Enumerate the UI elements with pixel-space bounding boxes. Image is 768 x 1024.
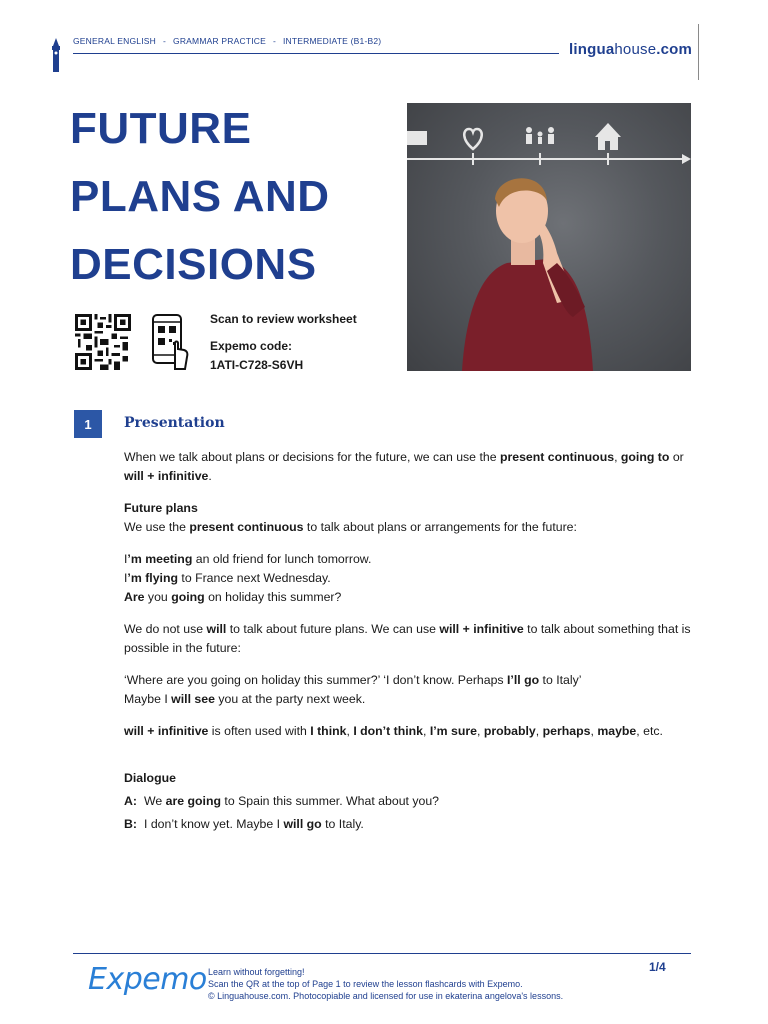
- brand-bold: lingua: [569, 41, 615, 58]
- dialogue-line: B: I don’t know yet. Maybe I will go to Italy.: [124, 817, 364, 831]
- scan-label: Scan to review worksheet: [210, 312, 357, 326]
- example-sentence: I’m meeting an old friend for lunch tomorrow.: [124, 552, 372, 566]
- footer-rule: [73, 953, 691, 954]
- footer-tagline: Learn without forgetting!: [208, 967, 305, 977]
- briefcase-icon: [407, 131, 427, 145]
- title-line: PLANS AND: [70, 172, 330, 221]
- usage-paragraph: will + infinitive is often used with I think, I don’t think, I’m sure, probably, perhaps, maybe, etc.: [124, 724, 663, 738]
- page-title: [70, 95, 390, 299]
- breadcrumb-separator: -: [272, 36, 276, 46]
- example-sentence: I’m flying to France next Wednesday.: [124, 571, 331, 585]
- family-icon: [526, 127, 554, 144]
- expemo-code-value: 1ATI-C728-S6VH: [210, 358, 304, 372]
- brand-suffix: .com: [656, 41, 693, 58]
- future-plans-paragraph: We use the present continuous to talk about plans or arrangements for the future:: [124, 520, 577, 534]
- footer-text: [208, 966, 563, 1002]
- expemo-code-label: Expemo code:: [210, 339, 293, 353]
- breadcrumb-separator: -: [163, 36, 167, 46]
- title-line: DECISIONS: [70, 240, 317, 289]
- will-example: ‘Where are you going on holiday this summer?’ ‘I don’t know. Perhaps I’ll go to Italy’: [124, 673, 582, 687]
- title-line: FUTURE: [70, 104, 252, 153]
- section-number-badge: 1: [74, 410, 102, 438]
- page-number: 1/4: [649, 960, 666, 974]
- example-sentence: Are you going on holiday this summer?: [124, 590, 342, 604]
- photo-illustration: [407, 103, 691, 371]
- section-title: Presentation: [124, 415, 225, 431]
- thinking-man-photo: [407, 103, 691, 371]
- will-example: Maybe I will see you at the party next week.: [124, 692, 366, 706]
- breadcrumb: [73, 36, 381, 46]
- big-ben-icon: [50, 38, 62, 72]
- presentation-body: [124, 448, 704, 834]
- breadcrumb-grammar-practice: GRAMMAR PRACTICE: [173, 36, 266, 46]
- dialogue-heading: Dialogue: [124, 771, 176, 785]
- dialogue-line: A: We are going to Spain this summer. What about you?: [124, 794, 440, 808]
- footer-instructions: Scan the QR at the top of Page 1 to review the lesson flashcards with Expemo.: [208, 979, 523, 989]
- heart-icon: [464, 129, 482, 149]
- phone-scan-icon: [151, 313, 191, 371]
- footer-copyright: © Linguahouse.com. Photocopiable and licensed for use in ekaterina angelova's lessons.: [208, 991, 564, 1001]
- intro-paragraph: When we talk about plans or decisions for the future, we can use the present continuous, going to or will + infinitive.: [124, 450, 684, 483]
- future-plans-heading: Future plans: [124, 501, 198, 515]
- breadcrumb-level: INTERMEDIATE (B1-B2): [283, 36, 382, 46]
- header-rule: [73, 53, 559, 54]
- expemo-logo: Expemo: [88, 962, 207, 997]
- header-divider: [698, 24, 699, 80]
- qr-code-icon: [73, 314, 133, 370]
- brand-logo: [569, 41, 692, 58]
- breadcrumb-general-english: GENERAL ENGLISH: [73, 36, 156, 46]
- will-paragraph: We do not use will to talk about future plans. We can use will + infinitive to talk about something that is possible in the future:: [124, 622, 691, 655]
- man-figure: [462, 178, 593, 371]
- house-icon: [595, 123, 621, 150]
- brand-light: house: [614, 41, 657, 58]
